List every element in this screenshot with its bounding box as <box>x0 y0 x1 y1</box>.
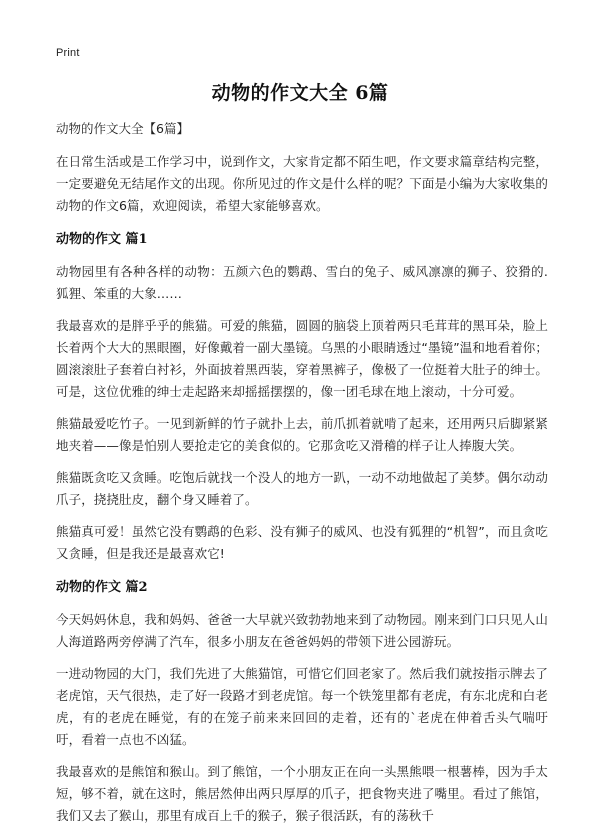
section-2-paragraph-1: 今天妈妈休息，我和妈妈、爸爸一大早就兴致勃勃地来到了动物园。刚来到门口只见人山人海道路两旁停满了汽车，很多小朋友在爸爸妈妈的带领下进公园游玩。 <box>56 612 548 649</box>
page-title: 动物的作文大全 6篇 <box>211 82 389 104</box>
section-heading-1: 动物的作文 篇1 <box>56 232 148 247</box>
section-1-paragraph-2: 我最喜欢的是胖乎乎的熊猫。可爱的熊猫，圆圆的脑袋上顶着两只毛茸茸的黑耳朵，脸上长着两个大大的黑眼圈，好像戴着一副大墨镜。乌黑的小眼睛透过“墨镜”温和地看着你；圆滚滚肚子套着白衬衫，外面披着黑西装，穿着黑裤子，像极了一位挺着大肚子的绅士。可是，这位优雅的绅士走起路来却摇摇摆摆的，像一团毛球在地上滚动，十分可爱。 <box>56 318 548 399</box>
section-1-paragraph-5: 熊猫真可爱！虽然它没有鹦鹉的色彩、没有狮子的威风、也没有狐狸的“机智”，而且贪吃又贪睡，但是我还是最喜欢它! <box>56 524 548 561</box>
section-heading-2: 动物的作文 篇2 <box>56 580 148 595</box>
intro-paragraph: 在日常生活或是工作学习中，说到作文，大家肯定都不陌生吧，作文要求篇章结构完整，一定要避免无结尾作文的出现。你所见过的作文是什么样的呢？下面是小编为大家收集的动物的作文6篇，欢迎阅读，希望大家能够喜欢。 <box>56 154 548 213</box>
section-2-paragraph-3: 我最喜欢的是熊馆和猴山。到了熊馆，一个小朋友正在向一头黑熊喂一根薯棒，因为手太短，够不着，就在这时，熊居然伸出两只厚厚的爪子，把食物夹进了嘴里。看过了熊馆，我们又去了猴山，那里有成百上千的猴子，猴子很活跃，有的荡秋千 <box>56 764 548 823</box>
section-1-paragraph-1: 动物园里有各种各样的动物：五颜六色的鹦鹉、雪白的兔子、威风凛凛的狮子、狡猾的.狐狸、笨重的大象…… <box>56 264 548 301</box>
section-1-paragraph-4: 熊猫既贪吃又贪睡。吃饱后就找一个没人的地方一趴，一动不动地做起了美梦。偶尔动动爪子，挠挠肚皮，翻个身又睡着了。 <box>56 470 548 507</box>
article-subtitle: 动物的作文大全【6篇】 <box>56 121 189 136</box>
print-link[interactable]: Print <box>56 47 80 59</box>
section-2-paragraph-2: 一进动物园的大门，我们先进了大熊猫馆，可惜它们回老家了。然后我们就按指示牌去了老虎馆，天气很热，走了好一段路才到老虎馆。每一个铁笼里都有老虎，有东北虎和白老虎，有的老虎在睡觉，有的在笼子前来来回回的走着，还有的`老虎在伸着舌头气喘吁吁，看着一点也不凶猛。 <box>56 666 548 747</box>
section-1-paragraph-3: 熊猫最爱吃竹子。一见到新鲜的竹子就扑上去，前爪抓着就啃了起来，还用两只后脚紧紧地夹着——像是怕别人要抢走它的美食似的。它那贪吃又滑稽的样子让人捧腹大笑。 <box>56 416 548 453</box>
article-body <box>56 118 548 828</box>
